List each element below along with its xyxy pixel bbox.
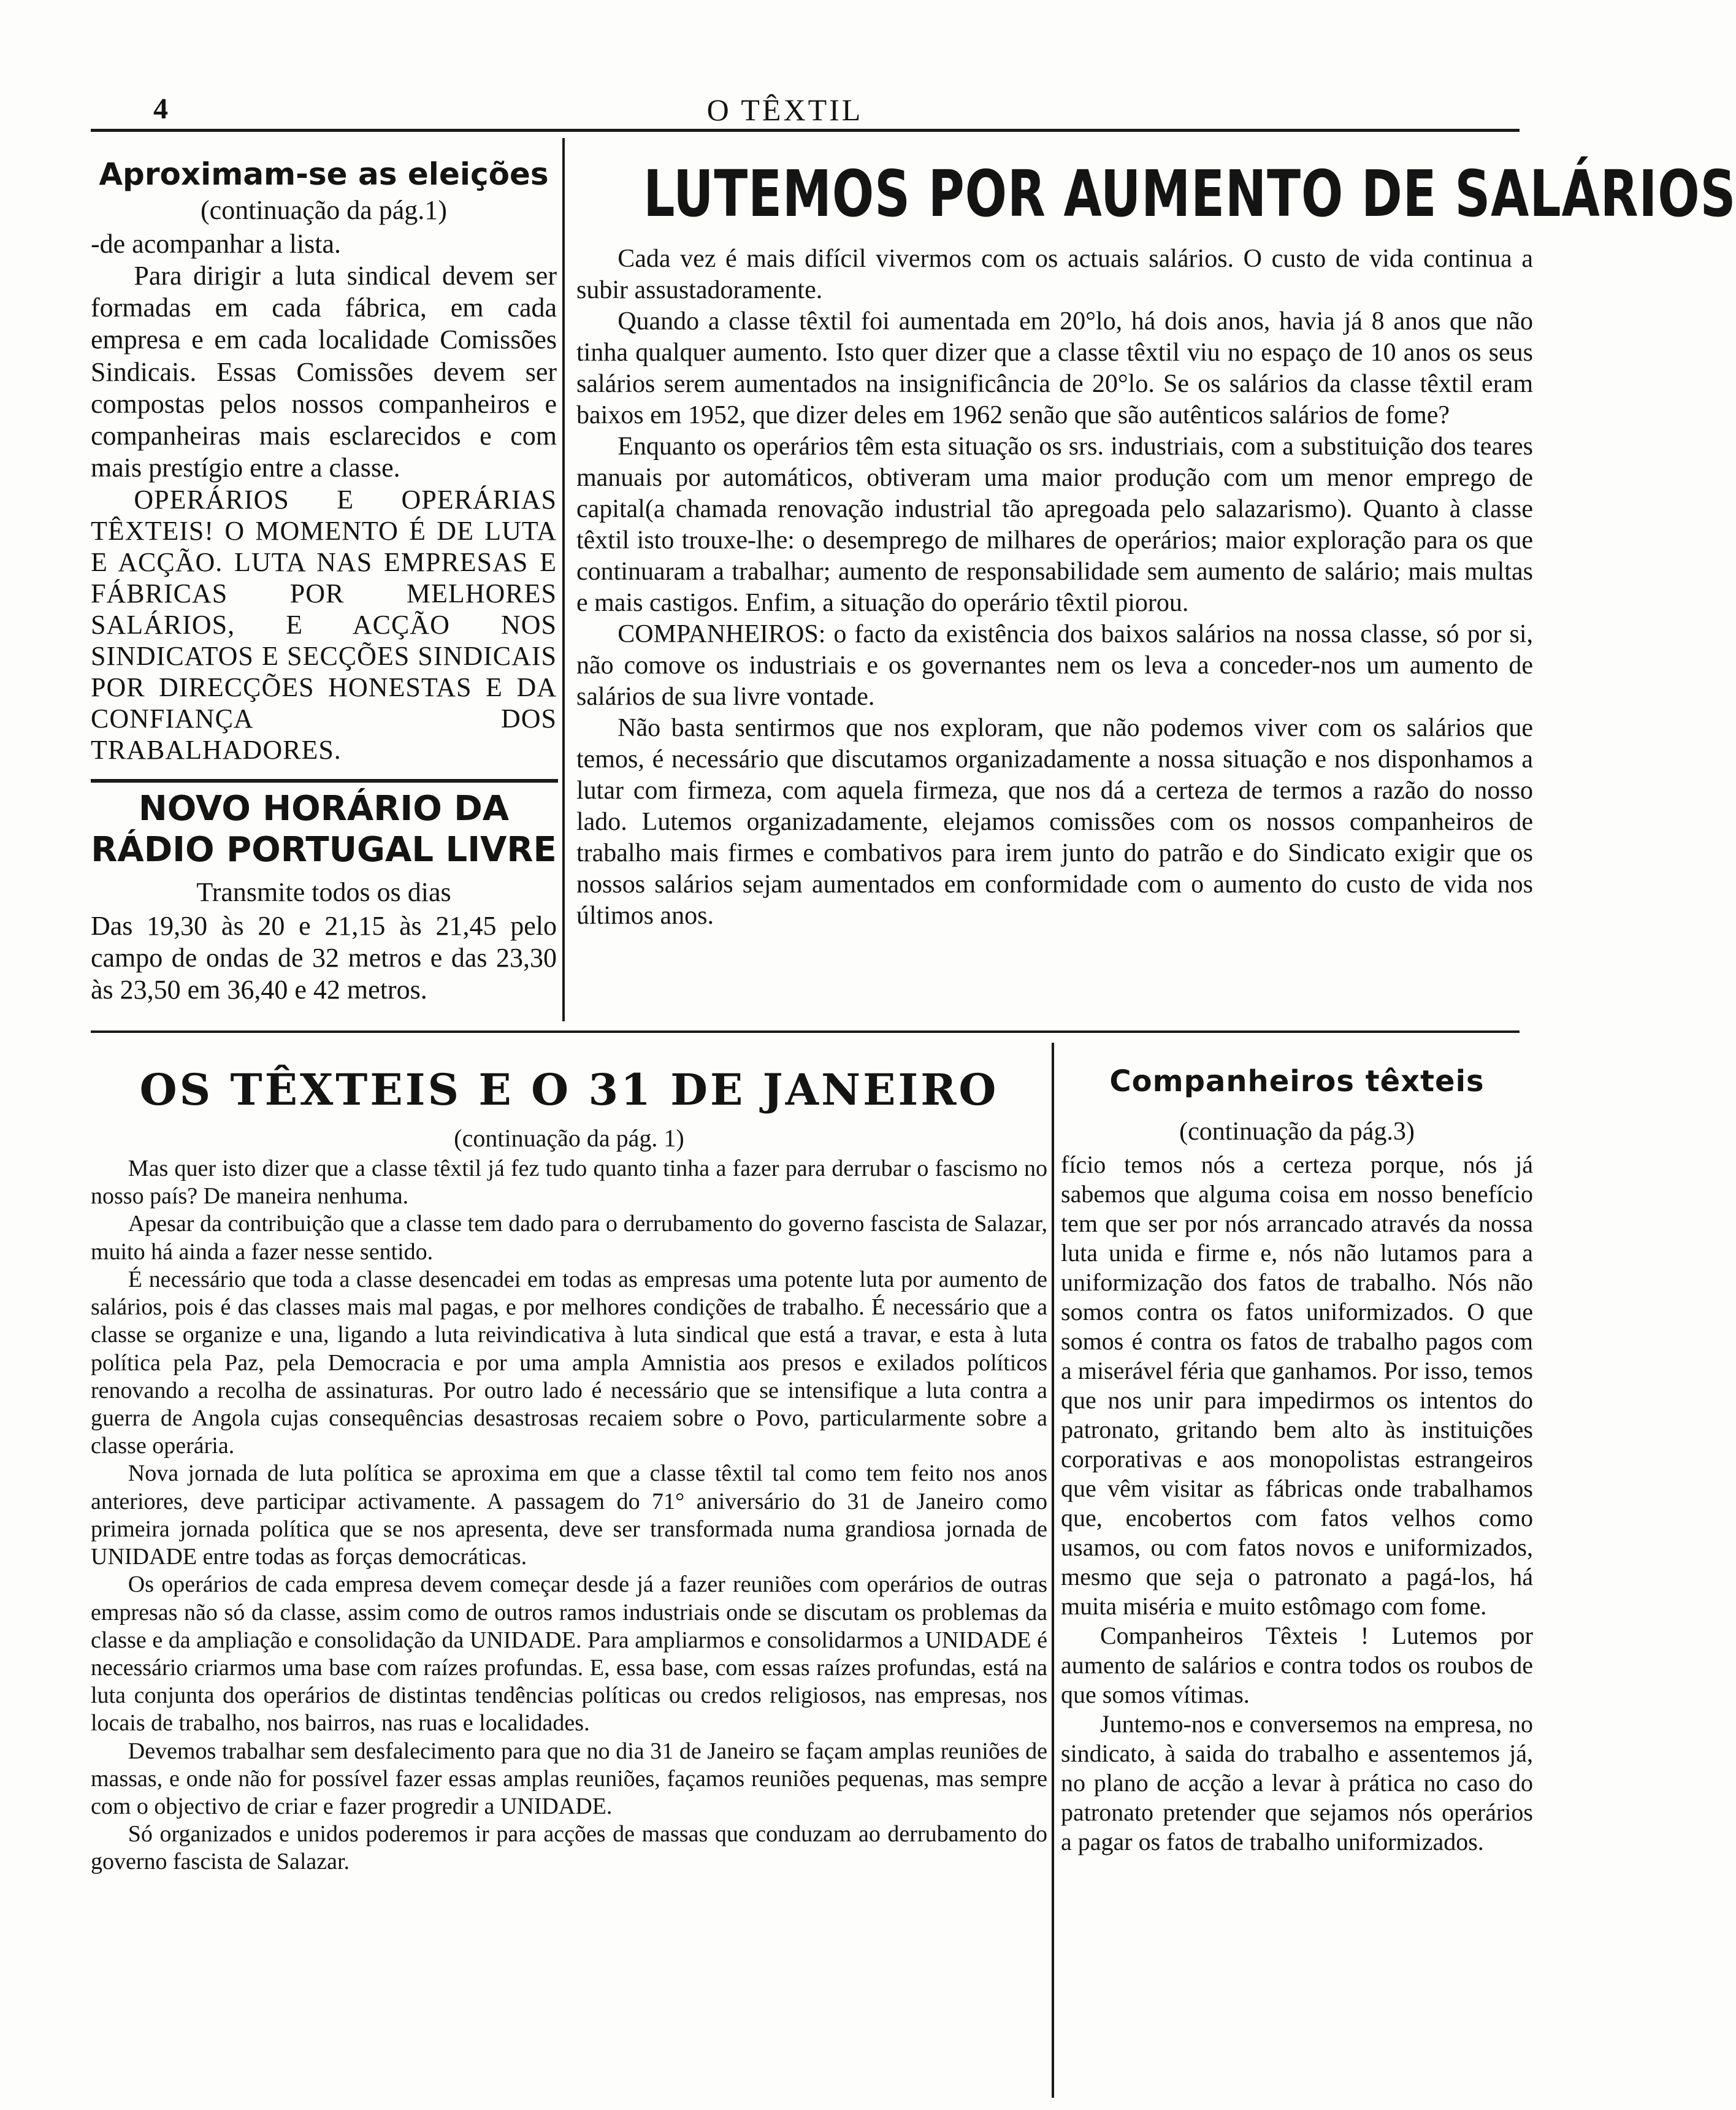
column-divider-top: [562, 138, 565, 1021]
middle-rule: [91, 1030, 1520, 1033]
janeiro-paragraph: Apesar da contribuição que a classe tem dado para o derrubamento do governo fascista de Salazar, muito há ainda a fazer nesse sentido.: [91, 1211, 1047, 1265]
companheiros-article: [1061, 1064, 1533, 1857]
janeiro-article: [91, 1064, 1047, 1876]
companheiros-continuation: (continuação da pág.3): [1179, 1118, 1415, 1146]
radio-notice: [91, 788, 557, 1006]
newspaper-title: O TÊXTIL: [706, 93, 863, 127]
janeiro-paragraph: Os operários de cada empresa devem começar desde já a fazer reuniões com operários de outras empresas não só da classe, assim como de outros ramos industriais onde se discutam os problemas da classe e da ampliação e consolidação da UNIDADE. Para ampliarmos e consolidarmos a UNIDADE é necessário criarmos uma base com raízes profundas. E, essa base, com essas raízes profundas, está na luta conjunta dos operários de distintas tendências políticas ou credos religiosos, nas empresas, nos locais de trabalho, nos bairros, nas ruas e localidades.: [91, 1571, 1047, 1736]
radio-headline: [91, 788, 557, 870]
page-number: 4: [153, 93, 168, 125]
janeiro-headline: OS TÊXTEIS E O 31 DE JANEIRO: [139, 1064, 999, 1115]
elections-call: OPERÁRIOS E OPERÁRIAS TÊXTEIS! O MOMENTO É DE LUTA E ACÇÃO. LUTA NAS EMPRESAS E FÁBRICAS POR MELHORES SALÁRIOS, E ACÇÃO NOS SINDICATOS E SECÇÕES SINDICAIS POR DIRECÇÕES HONESTAS E DA CONFIANÇA DOS TRABALHADORES.: [91, 485, 557, 765]
salarios-paragraph: Não basta sentirmos que nos exploram, que não podemos viver com os salários que temos, é necessário que discutamos organizadamente a nossa situação e nos disponhamos a lutar com firmeza, com aquela firmeza, que nos dá a certeza de termos a razão do nosso lado. Lutemos organizadamente, elejamos comissões com os nossos companheiros de trabalho mais firmes e combativos para irem junto do patrão e do Sindicato exigir que os nossos salários sejam aumentados em conformidade com o aumento do custo de vida nos últimos anos.: [576, 714, 1533, 930]
salarios-paragraph: COMPANHEIROS: o facto da existência dos baixos salários na nossa classe, só por si, não comove os industriais e os governantes nem os leva a conceder-nos um aumento de salários de sua livre vontade.: [576, 620, 1533, 712]
salarios-paragraph: Quando a classe têxtil foi aumentada em 20°lo, há dois anos, havia já 8 anos que não tinha qualquer aumento. Isto quer dizer que a classe têxtil viu no espaço de 10 anos os seus salários serem aumentados na insignificância de 20°lo. Se os salários da classe têxtil eram baixos em 1952, que dizer deles em 1962 senão que são autênticos salários de fome?: [576, 307, 1533, 430]
radio-headline-line2: RÁDIO PORTUGAL LIVRE: [91, 830, 557, 870]
radio-subtitle: Transmite todos os dias: [196, 877, 451, 908]
column-divider-bottom: [1052, 1043, 1054, 2098]
companheiros-paragraph: fício temos nós a certeza porque, nós já sabemos que alguma coisa em nosso benefício tem que ser por nós arrancado através da nossa luta unida e firme e, nós não lutamos para a uniformização dos fatos de trabalho. Nós não somos contra os fatos uniformizados. O que somos é contra os fatos de trabalho pagos com a miserável féria que ganhamos. Por isso, temos que nos unir para impedirmos os intentos do patronato, gritando bem alto às instituições corporativas e aos monopolistas estrangeiros que vêm visitar as fábricas onde trabalhamos que, encobertos com fatos velhos como usamos, ou com fatos novos e uniformizados, mesmo que seja o patronato a pagá-los, há muita miséria e muito estômago com fome.: [1061, 1151, 1533, 1620]
elections-continuation: (continuação da pág.1): [201, 195, 447, 225]
companheiros-headline: Companheiros têxteis: [1109, 1064, 1485, 1099]
janeiro-continuation: (continuação da pág. 1): [454, 1124, 684, 1152]
janeiro-paragraph: Nova jornada de luta política se aproxima em que a classe têxtil tal como tem feito nos anos anteriores, deve participar activamente. A passagem do 71° aniversário do 31 de Janeiro como primeira jornada política que se nos apresenta, deve ser transformada numa grandiosa jornada de UNIDADE entre todas as forças democráticas.: [91, 1460, 1047, 1570]
elections-headline: Aproximam-se as eleições: [99, 156, 549, 192]
elections-paragraph: Para dirigir a luta sindical devem ser formadas em cada fábrica, em cada empresa e em cada localidade Comissões Sindicais. Essas Comissões devem ser compostas pelos nossos companheiros e companheiras mais esclarecidos e com mais prestígio entre a classe.: [91, 261, 557, 483]
salarios-headline: LUTEMOS POR AUMENTO DE SALÁRIOS: [643, 156, 1736, 231]
header-rule: [91, 129, 1520, 132]
radio-headline-line1: NOVO HORÁRIO DA: [138, 789, 510, 829]
section-rule: [91, 779, 558, 783]
elections-article: [91, 156, 557, 765]
companheiros-paragraph: Companheiros Têxteis ! Lutemos por aumento de salários e contra todos os roubos de que somos vítimas.: [1061, 1622, 1533, 1708]
salarios-paragraph: Cada vez é mais difícil vivermos com os actuais salários. O custo de vida continua a subir assustadoramente.: [576, 245, 1533, 305]
janeiro-paragraph: Devemos trabalhar sem desfalecimento para que no dia 31 de Janeiro se façam amplas reuniões de massas, e onde não for possível fazer essas amplas reuniões, façamos reuniões pequenas, mas sempre com o objectivo de criar e fazer progredir a UNIDADE.: [91, 1738, 1047, 1820]
salarios-paragraph: Enquanto os operários têm esta situação os srs. industriais, com a substituição dos teares manuais por automáticos, obtiveram uma maior produção com um menor emprego de capital(a chamada renovação industrial tão apregoada pelo salazarismo). Quanto à classe têxtil isto trouxe-lhe: o desemprego de milhares de operários; maior exploração para os que continuaram a trabalhar; aumento de responsabilidade sem aumento de salário; mais multas e mais castigos. Enfim, a situação do operário têxtil piorou.: [576, 432, 1533, 618]
janeiro-paragraph: Só organizados e unidos poderemos ir para acções de massas que conduzam ao derrubamento do governo fascista de Salazar.: [91, 1821, 1047, 1875]
elections-paragraph: -de acompanhar a lista.: [91, 229, 342, 259]
salarios-article: [576, 156, 1736, 932]
janeiro-paragraph: Mas quer isto dizer que a classe têxtil já fez tudo quanto tinha a fazer para derrubar o fascismo no nosso país? De maneira nenhuma.: [91, 1156, 1047, 1210]
companheiros-paragraph: Juntemo-nos e conversemos na empresa, no sindicato, à saida do trabalho e assentemos já, no plano de acção a levar à prática no caso do patronato pretender que sejamos nós operários a pagar os fatos de trabalho uniformizados.: [1061, 1710, 1533, 1855]
janeiro-paragraph: É necessário que toda a classe desencadei em todas as empresas uma potente luta por aumento de salários, pois é das classes mais mal pagas, e por melhores condições de trabalho. É necessário que a classe se organize e una, ligando a luta reivindicativa à luta sindical que está a travar, e esta à luta política pela Paz, pela Democracia e por uma ampla Amnistia aos presos e exilados políticos renovando a recolha de assinaturas. Por outro lado é necessário que se intensifique a luta contra a guerra de Angola cujas consequências desastrosas recaiem sobre o Povo, particularmente sobre a classe operária.: [91, 1266, 1047, 1459]
radio-schedule: Das 19,30 às 20 e 21,15 às 21,45 pelo campo de ondas de 32 metros e das 23,30 às 23,50 em 36,40 e 42 metros.: [91, 911, 557, 1005]
